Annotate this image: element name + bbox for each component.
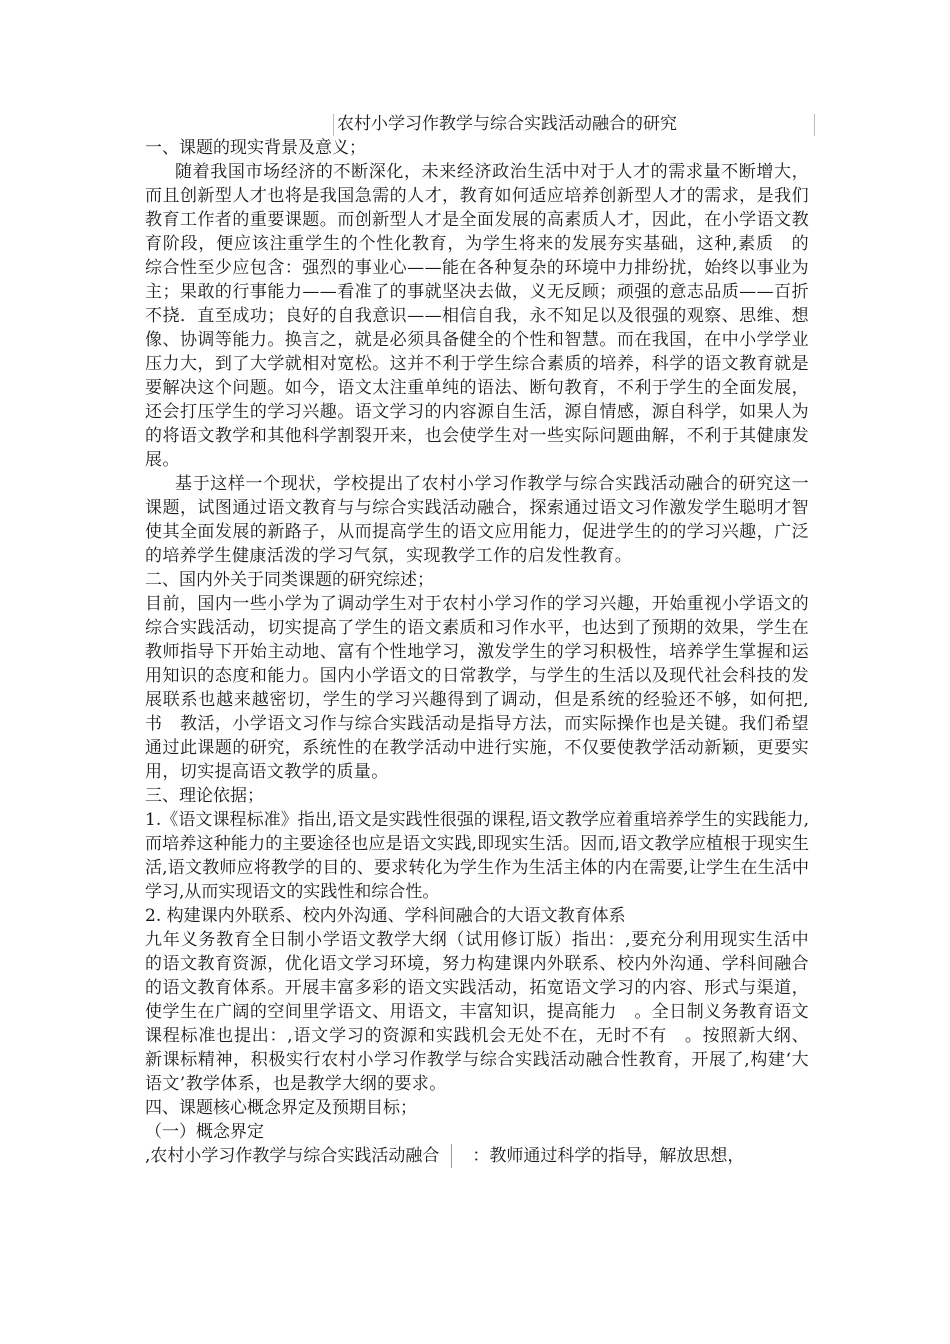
section-2-heading: 二、国内外关于同类课题的研究综述； xyxy=(145,570,434,590)
section-4-definition-line xyxy=(145,1144,809,1168)
definition-term: ,农村小学习作教学与综合实践活动融合 xyxy=(145,1144,452,1168)
section-3-point-1: 1.《语文课程标准》指出,语文是实践性很强的课程,语文教学应着重培养学生的实践能力,而培养这种能力的主要途径也应是语文实践,即现实生活。因而,语文教学应植根于现实生活,语文教师应将教学的目的、要求转化为学生作为生活主体的内在需要,让学生在生活中学习,从而实现语文的实践性和综合性。 xyxy=(145,810,809,902)
title-left-rule xyxy=(333,114,334,136)
title-right-rule xyxy=(814,114,815,136)
section-3-heading: 三、理论依据； xyxy=(145,786,264,806)
section-3-paragraph: 九年义务教育全日制小学语文教学大纲（试用修订版）指出：,要充分利用现实生活中的语文教育资源，优化语文学习环境，努力构建课内外联系、校内外沟通、学科间融合的语文教育体系。开展丰富多彩的语文实践活动，拓宽语文学习的内容、形式与渠道，使学生在广阔的空间里学语文、用语文，丰富知识，提高能力 。全日制义务教育语文课程标准也提出：,语文学习的资源和实践机会无处不在，无时不有 。按照新大纲、新课标精神，积极实行农村小学习作教学与综合实践活动融合性教育，开展了,构建‘大语文’教学体系，也是教学大纲的要求。 xyxy=(145,930,809,1094)
section-3-point-2: 2. 构建课内外联系、校内外沟通、学科间融合的大语文教育体系 xyxy=(145,906,626,926)
section-4-subheading: （一）概念界定 xyxy=(145,1122,264,1142)
document-page xyxy=(145,112,809,1168)
title-text: 农村小学习作教学与综合实践活动融合的研究 xyxy=(337,114,677,134)
section-1-heading: 一、课题的现实背景及意义； xyxy=(145,138,366,158)
document-title xyxy=(337,112,809,136)
section-1-paragraph-1: 随着我国市场经济的不断深化，未来经济政治生活中对于人才的需求量不断增大，而且创新型人才也将是我国急需的人才，教育如何适应培养创新型人才的需求，是我们教育工作者的重要课题。而创新型人才是全面发展的高素质人才，因此，在小学语文教育阶段，便应该注重学生的个性化教育，为学生将来的发展夯实基础，这种,素质 的综合性至少应包含：强烈的事业心——能在各种复杂的环境中力排纷扰，始终以事业为主；果敢的行事能力——看准了的事就坚决去做，义无反顾；顽强的意志品质——百折不挠．直至成功；良好的自我意识——相信自我，永不知足以及很强的观察、思维、想像、协调等能力。换言之，就是必须具备健全的个性和智慧。而在我国，在中小学学业压力大，到了大学就相对宽松。这并不利于学生综合素质的培养，科学的语文教育就是要解决这个问题。如今，语文太注重单纯的语法、断句教育，不利于学生的全面发展，还会打压学生的学习兴趣。语文学习的内容源自生活，源自情感，源自科学，如果人为的将语文教学和其他科学割裂开来，也会使学生对一些实际问题曲解，不利于其健康发展。 xyxy=(145,162,809,470)
section-2-paragraph: 目前，国内一些小学为了调动学生对于农村小学习作的学习兴趣，开始重视小学语文的综合实践活动，切实提高了学生的语文素质和习作水平，也达到了预期的效果，学生在教师指导下开始主动地、富有个性地学习，激发学生的学习积极性，培养学生掌握和运用知识的态度和能力。国内小学语文的日常教学，与学生的生活以及现代社会科技的发展联系也越来越密切，学生的学习兴趣得到了调动，但是系统的经验还不够，如何把,书 教活，小学语文习作与综合实践活动是指导方法，而实际操作也是关键。我们希望通过此课题的研究，系统性的在教学活动中进行实施，不仅要使教学活动新颖，更要实用，切实提高语文教学的质量。 xyxy=(145,594,809,782)
section-4-heading: 四、课题核心概念界定及预期目标； xyxy=(145,1098,417,1118)
definition-text: ：教师通过科学的指导，解放思想， xyxy=(472,1146,745,1166)
section-1-paragraph-2: 基于这样一个现状，学校提出了农村小学习作教学与综合实践活动融合的研究这一课题，试图通过语文教育与与综合实践活动融合，探索通过语文习作激发学生聪明才智使其全面发展的新路子，从而提高学生的语文应用能力，促进学生的的学习兴趣，广泛的培养学生健康活泼的学习气氛，实现教学工作的启发性教育。 xyxy=(145,474,809,566)
